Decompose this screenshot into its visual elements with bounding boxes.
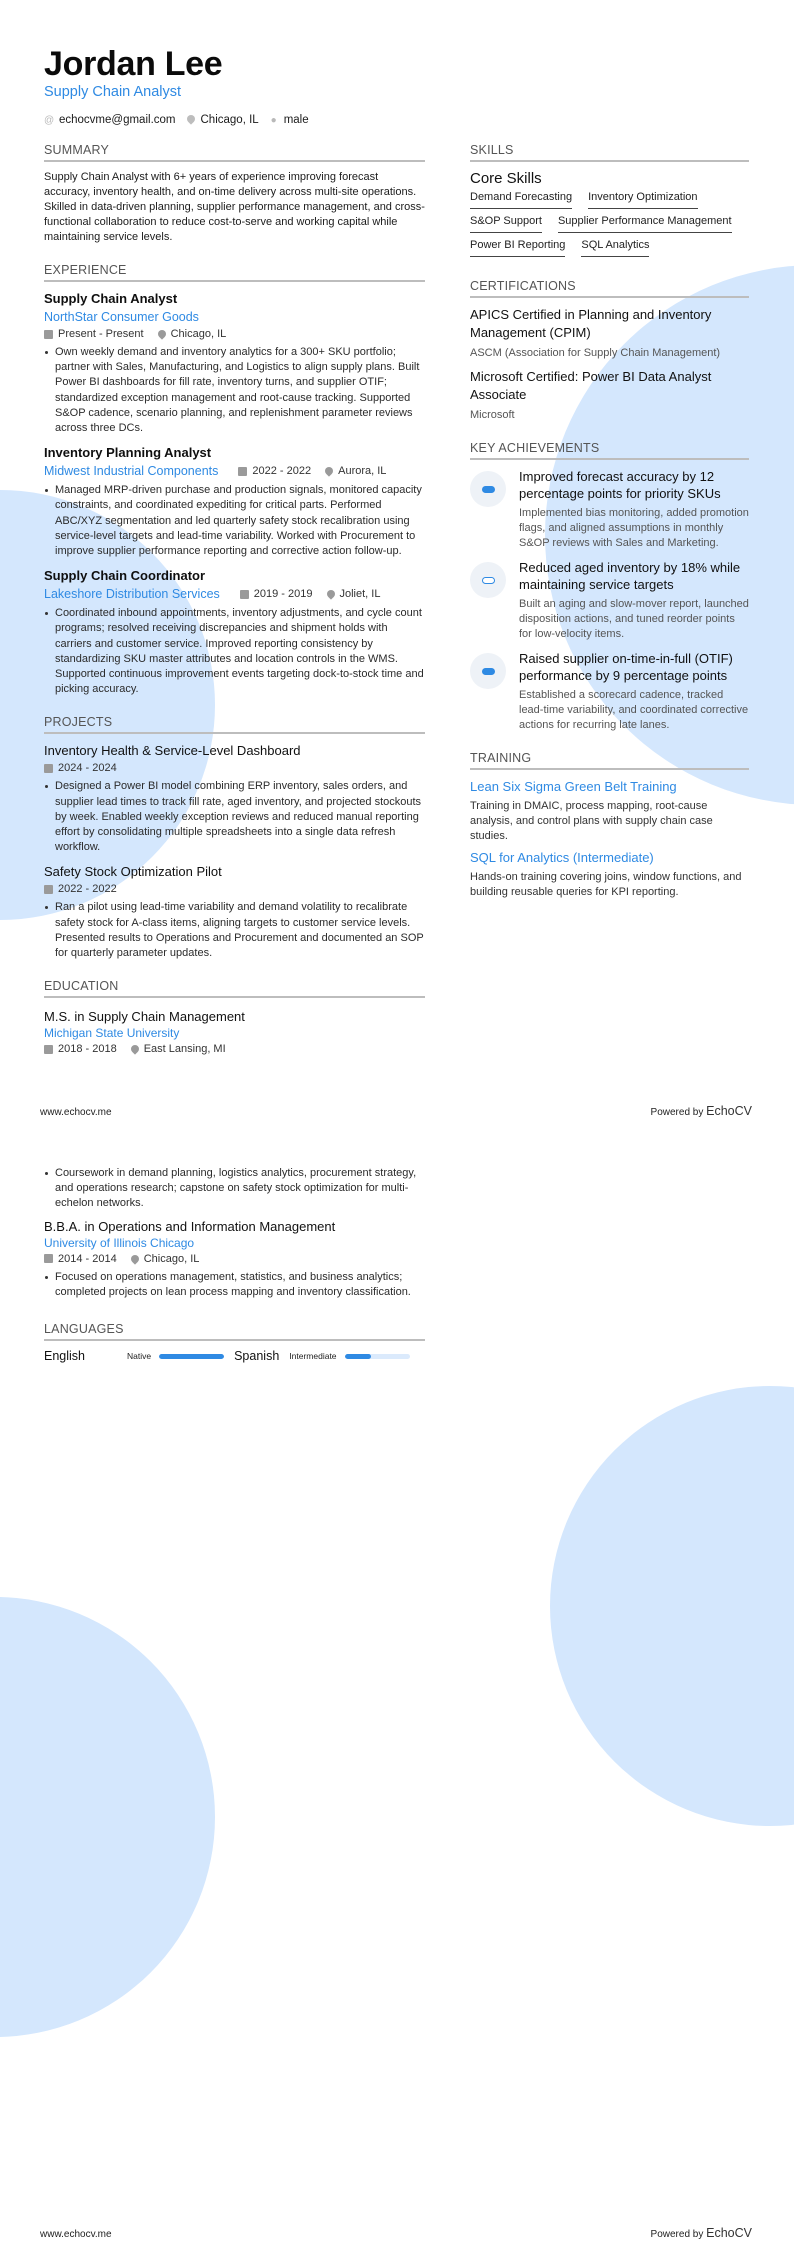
skills-group-title: Core Skills: [470, 170, 542, 187]
job-meta: 2019 - 2019 Joliet, IL: [240, 586, 381, 602]
school-name: University of Illinois Chicago: [44, 1235, 195, 1250]
language-proficiency-bar: [345, 1354, 410, 1359]
achievement-item: [470, 650, 749, 733]
skill-chip: Power BI Reporting: [470, 239, 565, 257]
achievement-desc: Established a scorecard cadence, tracked lead-time variability, and coordinated corrective actions for recurring late lanes.: [519, 689, 749, 731]
location-pin-icon: [186, 115, 196, 126]
certification-issuer: Microsoft: [470, 409, 515, 421]
certification-name: APICS Certified in Planning and Inventory Management (CPIM): [470, 307, 712, 340]
skills-section: [470, 143, 749, 257]
company-name: Lakeshore Distribution Services: [44, 587, 220, 602]
decorative-circle: [0, 1597, 215, 2037]
achievement-item: [470, 559, 749, 642]
resume-page-2: [0, 1123, 794, 2246]
calendar-icon: [44, 1045, 53, 1054]
page-footer: [40, 2226, 752, 2240]
contact-location: Chicago, IL: [186, 114, 259, 126]
section-title-certifications: CERTIFICATIONS: [470, 279, 749, 298]
section-title-training: TRAINING: [470, 751, 749, 770]
education-bullet: Focused on operations management, statistics, and business analytics; completed projects on lean process mapping and inventory classification.: [44, 1270, 425, 1300]
calendar-icon: [44, 330, 53, 339]
footer-brand: EchoCV: [706, 1104, 752, 1118]
training-section: [470, 751, 749, 900]
training-desc: Hands-on training covering joins, window functions, and building reusable queries for KPI reporting.: [470, 871, 742, 898]
filled-pill-icon: [470, 471, 506, 507]
section-title-projects: PROJECTS: [44, 715, 425, 734]
person-icon: ●: [270, 114, 277, 126]
resume-header: [44, 44, 309, 126]
language-name: English: [44, 1349, 85, 1364]
language-name: Spanish: [234, 1349, 280, 1364]
language-level: Intermediate: [289, 1351, 337, 1362]
skill-chip: SQL Analytics: [581, 239, 649, 257]
education-section: [44, 979, 425, 1057]
project-bullet: Designed a Power BI model combining ERP inventory, sales orders, and supplier lead times to track fill rate, aged inventory, and projected stockouts by week. Enabled weekly exception reviews and reduced manual reporting effort by consolidating multiple spreadsheets into a single data refresh workflow.: [44, 779, 425, 855]
section-title-experience: EXPERIENCE: [44, 263, 425, 282]
company-name: NorthStar Consumer Goods: [44, 310, 199, 324]
footer-website-link[interactable]: www.echocv.me: [40, 1107, 112, 1118]
education-bullet: Coursework in demand planning, logistics analytics, procurement strategy, and operations research; capstone on safety stock optimization for multi-echelon networks.: [44, 1166, 425, 1212]
job-meta: Present - Present Chicago, IL: [44, 326, 425, 342]
certification-issuer: ASCM (Association for Supply Chain Management): [470, 347, 721, 359]
experience-entry: [44, 290, 425, 436]
summary-text: Supply Chain Analyst with 6+ years of experience improving forecast accuracy, inventory health, and on-time delivery across multi-site operations. Skilled in data-driven planning, supplier performance management, and cross-functional collaboration to reduce cost-to-serve and working capital while maintaining service levels.: [44, 171, 425, 243]
location-pin-icon: [129, 1044, 140, 1055]
achievement-item: [470, 468, 749, 551]
outline-pill-icon: [470, 562, 506, 598]
skill-chip: S&OP Support: [470, 215, 542, 233]
achievement-title: Improved forecast accuracy by 12 percentage points for priority SKUs: [519, 469, 721, 501]
achievement-title: Reduced aged inventory by 18% while maintaining service targets: [519, 560, 741, 592]
footer-brand: EchoCV: [706, 2226, 752, 2240]
location-pin-icon: [325, 589, 336, 600]
experience-entry: [44, 444, 425, 559]
degree-title: M.S. in Supply Chain Management: [44, 1009, 245, 1025]
skill-chip: Supplier Performance Management: [558, 215, 732, 233]
footer-powered-by: Powered by EchoCV: [650, 2226, 752, 2240]
project-bullet: Ran a pilot using lead-time variability and demand volatility to recalibrate safety stock for A-class items, aligning targets to customer service levels. Presented results to Operations and Procurement and documented an SOP for quarterly parameter updates.: [44, 900, 425, 961]
location-pin-icon: [129, 1253, 140, 1264]
project-entry: Safety Stock Optimization Pilot 2022 - 2022 Ran a pilot using lead-time variability and demand volatility to recalibrate safety stock for A-class items, aligning targets to customer service levels. Presented results to Operations and Procurement and documented an SOP for quarterly parameter updates.: [44, 863, 425, 961]
calendar-icon: [44, 885, 53, 894]
calendar-icon: [44, 1254, 53, 1263]
page-footer: [40, 1104, 752, 1118]
section-title-languages: LANGUAGES: [44, 1322, 425, 1341]
right-column: [470, 143, 749, 905]
filled-pill-icon: [470, 653, 506, 689]
job-title: Supply Chain Coordinator: [44, 568, 206, 584]
skills-list: [470, 191, 749, 257]
training-title: SQL for Analytics (Intermediate): [470, 850, 654, 865]
achievement-desc: Implemented bias monitoring, added promotion flags, and aligned assumptions in monthly S&OP reviews with Sales and Marketing.: [519, 507, 749, 549]
location-pin-icon: [156, 328, 167, 339]
project-title: Safety Stock Optimization Pilot: [44, 864, 222, 880]
achievements-section: [470, 441, 749, 733]
degree-title: B.B.A. in Operations and Information Management: [44, 1218, 336, 1234]
languages-list: [44, 1349, 425, 1363]
language-level: Native: [127, 1351, 152, 1362]
job-title: Supply Chain Analyst: [44, 291, 178, 306]
contact-info: [44, 114, 309, 126]
experience-entry: [44, 567, 425, 697]
certification-name: Microsoft Certified: Power BI Data Analyst Associate: [470, 369, 712, 402]
achievement-desc: Built an aging and slow-mover report, launched disposition actions, and tuned reorder points for low-velocity items.: [519, 598, 749, 640]
education-entry: M.S. in Supply Chain Management Michigan State University 2018 - 2018 East Lansing, MI: [44, 1008, 425, 1057]
section-title-achievements: KEY ACHIEVEMENTS: [470, 441, 749, 460]
footer-powered-by: Powered by EchoCV: [650, 1104, 752, 1118]
job-bullet: Coordinated inbound appointments, inventory adjustments, and cycle count programs; resolved receiving discrepancies and shipment holds with carriers and customer service. Improved reporting consistency by standardizing SKU master attributes and location controls in the WMS. Supported continuous improvement events targeting dock-to-stock time and picking accuracy.: [44, 606, 425, 697]
footer-website-link[interactable]: www.echocv.me: [40, 2229, 112, 2240]
project-title: Inventory Health & Service-Level Dashboard: [44, 743, 301, 759]
languages-section: [44, 1322, 425, 1363]
job-bullet: Managed MRP-driven purchase and production signals, monitored capacity constraints, and coordinated expediting for critical parts. Performed ABC/XYZ segmentation and led quarterly safety stock recalibration using service-level targets and lead-time variability. Worked with Procurement to improve supplier performance reporting and corrective action follow-up.: [44, 483, 425, 559]
contact-email[interactable]: @ echocvme@gmail.com: [44, 114, 176, 126]
left-column-continued: [44, 1163, 425, 1363]
certifications-section: [470, 279, 749, 423]
company-name: Midwest Industrial Components: [44, 464, 219, 479]
training-title: Lean Six Sigma Green Belt Training: [470, 779, 677, 794]
school-name: Michigan State University: [44, 1026, 180, 1041]
location-pin-icon: [323, 466, 334, 477]
section-title-skills: SKILLS: [470, 143, 749, 162]
left-column: [44, 143, 425, 1057]
contact-gender: ● male: [270, 114, 309, 126]
at-icon: @: [44, 114, 55, 126]
skill-chip: Demand Forecasting: [470, 191, 572, 209]
training-desc: Training in DMAIC, process mapping, root-cause analysis, and control plans with supply chain case studies.: [470, 800, 713, 842]
section-title-education: EDUCATION: [44, 979, 425, 998]
calendar-icon: [238, 467, 247, 476]
job-meta: 2022 - 2022 Aurora, IL: [238, 463, 386, 479]
calendar-icon: [44, 764, 53, 773]
section-title-summary: SUMMARY: [44, 143, 425, 162]
education-entry: B.B.A. in Operations and Information Management University of Illinois Chicago 2014 - 2014 Chicago, IL Focused on operations management, statistics, and business analytics; completed projects on lean process mapping and inventory classification.: [44, 1218, 425, 1300]
calendar-icon: [240, 590, 249, 599]
candidate-role: Supply Chain Analyst: [44, 84, 182, 100]
language-proficiency-bar: [159, 1354, 224, 1359]
job-title: Inventory Planning Analyst: [44, 445, 212, 461]
achievement-title: Raised supplier on-time-in-full (OTIF) performance by 9 percentage points: [519, 651, 733, 683]
decorative-circle: [550, 1386, 794, 1826]
project-entry: Inventory Health & Service-Level Dashboard 2024 - 2024 Designed a Power BI model combining ERP inventory, sales orders, and supplier lead times to track fill rate, aged inventory, and projected stockouts by week. Enabled weekly exception reviews and reduced manual reporting effort by consolidating multiple spreadsheets into a single data refresh workflow.: [44, 742, 425, 855]
job-bullet: Own weekly demand and inventory analytics for a 300+ SKU portfolio; partner with Sales, Manufacturing, and Logistics to align supply plans. Built Power BI dashboards for fill rate, inventory turns, and supplier OTIF; standardized exception management and root-cause tracking. Supported S&OP cadence, scenario planning, and replenishment parameter reviews across three DCs.: [44, 345, 425, 436]
projects-section: [44, 715, 425, 961]
skill-chip: Inventory Optimization: [588, 191, 697, 209]
summary-section: [44, 143, 425, 245]
candidate-name: Jordan Lee: [44, 45, 223, 83]
experience-section: [44, 263, 425, 697]
